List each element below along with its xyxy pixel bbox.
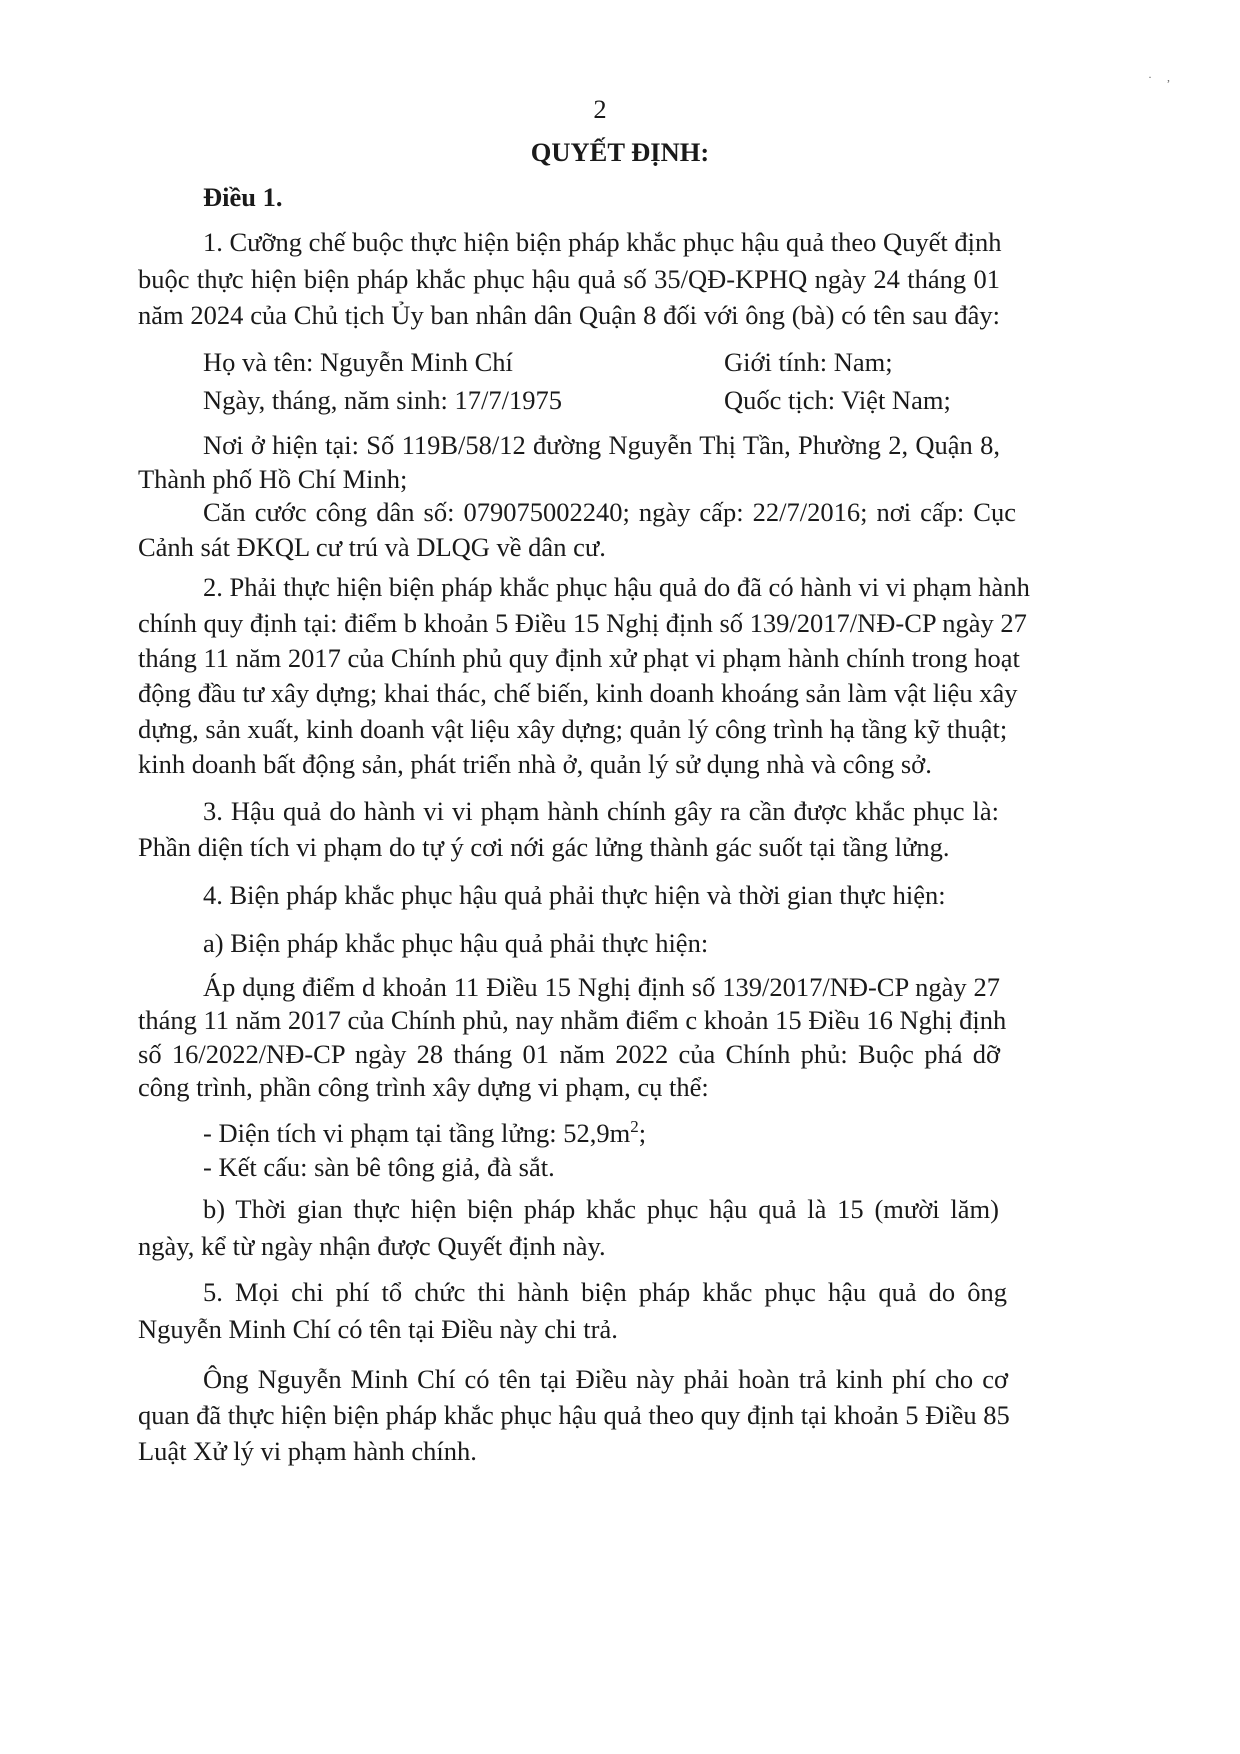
para4b-line-1: b) Thời gian thực hiện biện pháp khắc phục hậu quả là 15 (mười lăm)	[203, 1194, 999, 1224]
para2-line-3: tháng 11 năm 2017 của Chính phủ quy định xử phạt vi phạm hành chính trong hoạt	[138, 643, 1020, 673]
para3-line-2: Phần diện tích vi phạm do tự ý cơi nới gác lửng thành gác suốt tại tầng lửng.	[138, 832, 950, 862]
para6-line-1: Ông Nguyễn Minh Chí có tên tại Điều này phải hoàn trả kinh phí cho cơ	[203, 1364, 1008, 1394]
para5-line-2: Nguyễn Minh Chí có tên tại Điều này chi trả.	[138, 1314, 618, 1344]
person-dob: Ngày, tháng, năm sinh: 17/7/1975	[203, 385, 562, 415]
person-gender: Giới tính: Nam;	[724, 347, 893, 377]
para2-line-4: động đầu tư xây dựng; khai thác, chế biến, kinh doanh khoáng sản làm vật liệu xây	[138, 678, 1018, 708]
violation-area-text: - Diện tích vi phạm tại tầng lửng: 52,9m	[203, 1117, 631, 1148]
person-id-line-2: Cảnh sát ĐKQL cư trú và DLQG về dân cư.	[138, 532, 606, 562]
para1-line-1: 1. Cưỡng chế buộc thực hiện biện pháp khắc phục hậu quả theo Quyết định	[203, 227, 1002, 257]
area-unit-superscript: 2	[630, 1117, 639, 1136]
para2-line-6: kinh doanh bất động sản, phát triển nhà ở, quản lý sử dụng nhà và công sở.	[138, 749, 932, 779]
article-heading: Điều 1.	[203, 182, 283, 212]
person-name: Họ và tên: Nguyễn Minh Chí	[203, 347, 513, 377]
person-id-line-1: Căn cước công dân số: 079075002240; ngày cấp: 22/7/2016; nơi cấp: Cục	[203, 497, 1016, 527]
para1-line-2: buộc thực hiện biện pháp khắc phục hậu quả số 35/QĐ-KPHQ ngày 24 tháng 01	[138, 264, 1000, 294]
para3-line-1: 3. Hậu quả do hành vi vi phạm hành chính gây ra cần được khắc phục là:	[203, 796, 999, 826]
page-number: 2	[593, 94, 607, 124]
scan-specks: · ,	[1148, 70, 1176, 84]
para6-line-2: quan đã thực hiện biện pháp khắc phục hậu quả theo quy định tại khoản 5 Điều 85	[138, 1400, 1010, 1430]
para2-line-5: dựng, sản xuất, kinh doanh vật liệu xây dựng; quản lý công trình hạ tầng kỹ thuật;	[138, 714, 1008, 744]
structure-line: - Kết cấu: sàn bê tông giả, đà sắt.	[203, 1152, 555, 1182]
para4a-line-1: Áp dụng điểm d khoản 11 Điều 15 Nghị định số 139/2017/NĐ-CP ngày 27	[203, 972, 1000, 1002]
para6-line-3: Luật Xử lý vi phạm hành chính.	[138, 1436, 477, 1466]
para4-line: 4. Biện pháp khắc phục hậu quả phải thực hiện và thời gian thực hiện:	[203, 880, 946, 910]
para5-line-1: 5. Mọi chi phí tổ chức thi hành biện pháp khắc phục hậu quả do ông	[203, 1277, 1007, 1307]
para4a-line-4: công trình, phần công trình xây dựng vi phạm, cụ thể:	[138, 1072, 709, 1102]
person-address-line-1: Nơi ở hiện tại: Số 119B/58/12 đường Nguyễn Thị Tần, Phường 2, Quận 8,	[203, 430, 1000, 460]
para4a-title: a) Biện pháp khắc phục hậu quả phải thực hiện:	[203, 928, 709, 958]
decision-heading: QUYẾT ĐỊNH:	[530, 137, 710, 167]
para2-line-2: chính quy định tại: điểm b khoản 5 Điều 15 Nghị định số 139/2017/NĐ-CP ngày 27	[138, 608, 1027, 638]
violation-area-end: ;	[638, 1117, 647, 1148]
person-nationality: Quốc tịch: Việt Nam;	[724, 385, 951, 415]
person-address-line-2: Thành phố Hồ Chí Minh;	[138, 464, 408, 494]
para4a-line-2: tháng 11 năm 2017 của Chính phủ, nay nhằm điểm c khoản 15 Điều 16 Nghị định	[138, 1005, 1007, 1035]
para2-line-1: 2. Phải thực hiện biện pháp khắc phục hậu quả do đã có hành vi vi phạm hành	[203, 572, 1030, 602]
para4a-line-3: số 16/2022/NĐ-CP ngày 28 tháng 01 năm 2022 của Chính phủ: Buộc phá dỡ	[138, 1039, 1000, 1069]
para1-line-3: năm 2024 của Chủ tịch Ủy ban nhân dân Quận 8 đối với ông (bà) có tên sau đây:	[138, 300, 1000, 330]
para4b-line-2: ngày, kể từ ngày nhận được Quyết định này.	[138, 1231, 606, 1261]
violation-area-line	[203, 1110, 646, 1150]
